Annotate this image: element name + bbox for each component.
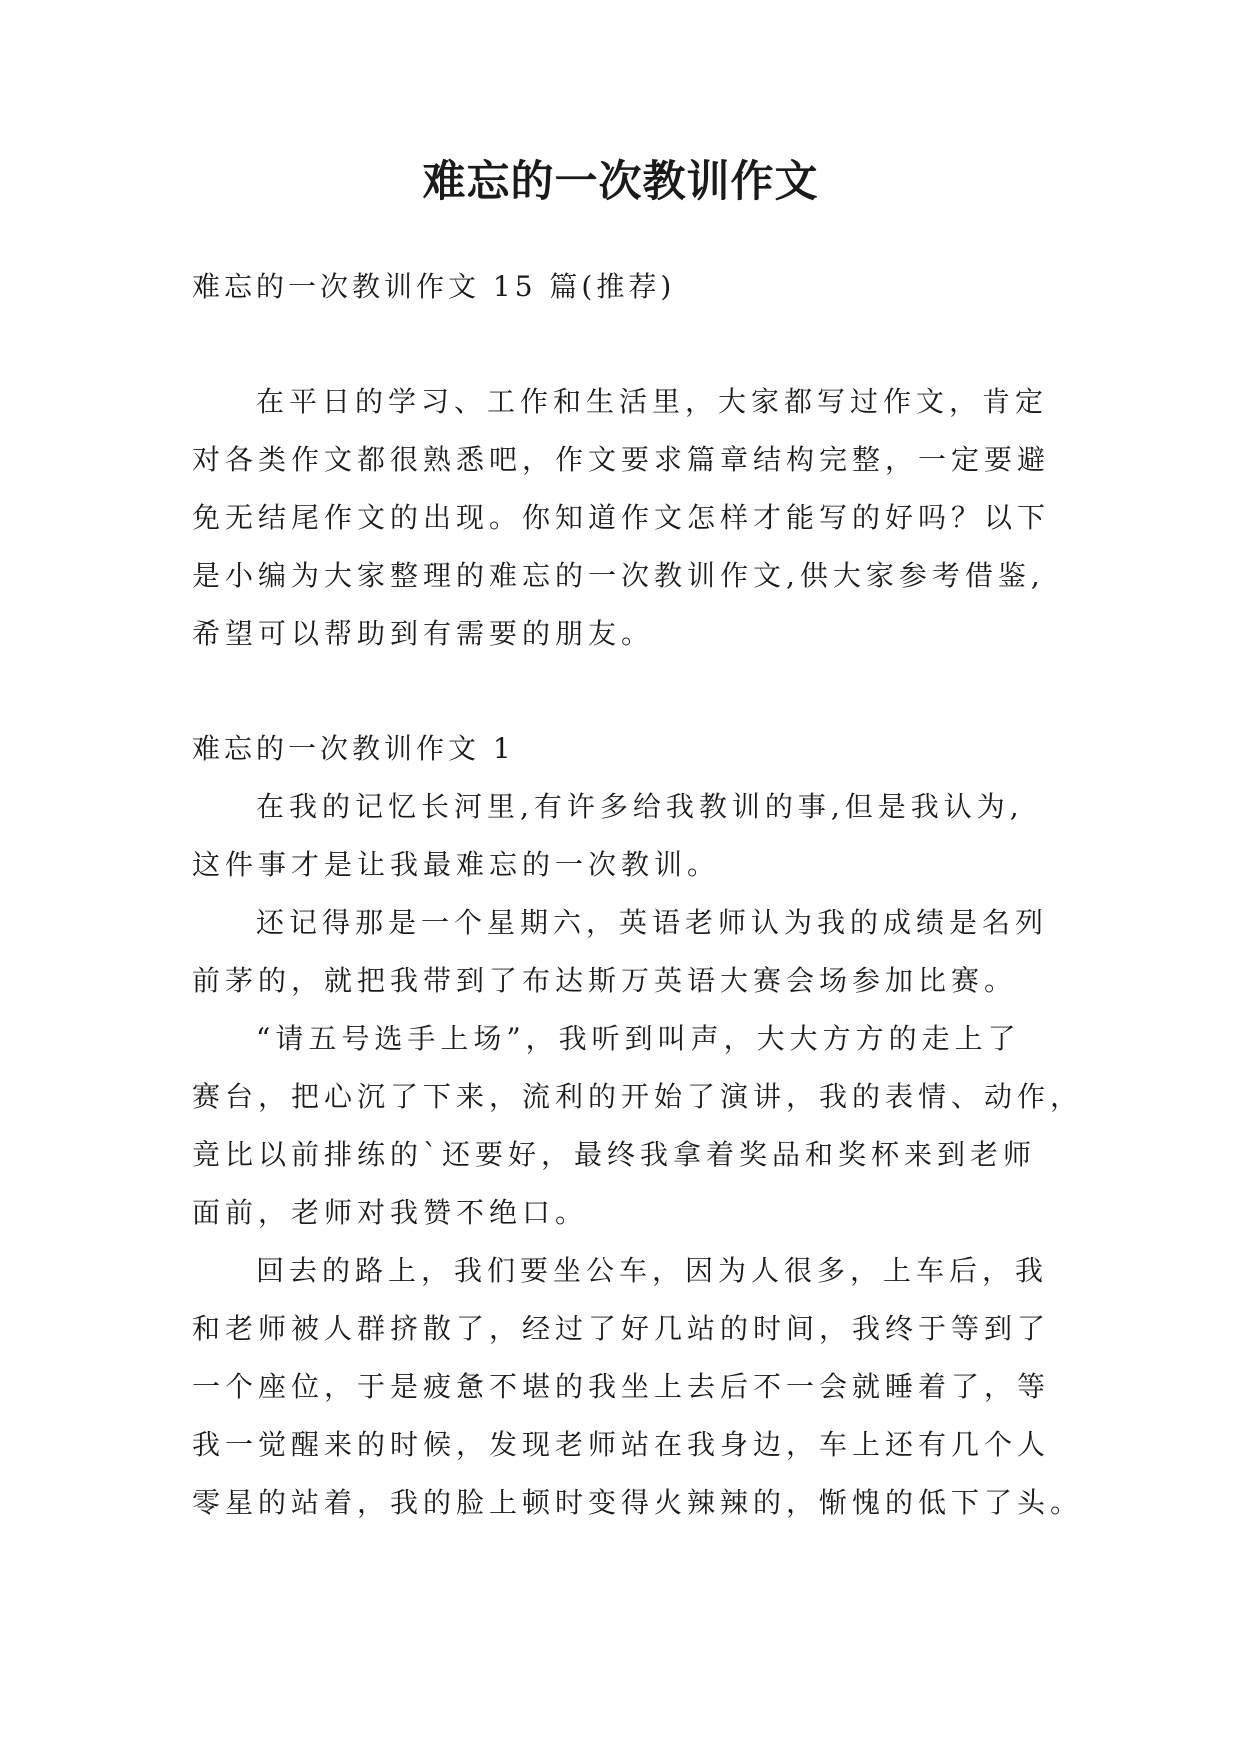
paragraph-line: 面前，老师对我赞不绝口。: [192, 1196, 589, 1229]
section-heading: 难忘的一次教训作文 1: [192, 732, 515, 765]
intro-line: 希望可以帮助到有需要的朋友。: [192, 617, 655, 650]
paragraph-line: 竟比以前排练的`还要好，最终我拿着奖品和奖杯来到老师: [192, 1138, 1037, 1171]
body-paragraph: [192, 1010, 1084, 1242]
paragraph-line: 零星的站着，我的脸上顿时变得火辣辣的，惭愧的低下了头。: [192, 1486, 1084, 1519]
document-subtitle: 难忘的一次教训作文 15 篇(推荐): [192, 270, 676, 303]
body-paragraph: [192, 1242, 1084, 1532]
spacer: [192, 316, 1052, 373]
paragraph-line: 前茅的，就把我带到了布达斯万英语大赛会场参加比赛。: [192, 964, 1018, 997]
intro-line: 对各类作文都很熟悉吧，作文要求篇章结构完整，一定要避: [192, 443, 1051, 476]
paragraph-line: 我一觉醒来的时候，发现老师站在我身边，车上还有几个人: [192, 1428, 1051, 1461]
body-paragraph: [192, 894, 1052, 1010]
intro-line: 是小编为大家整理的难忘的一次教训作文,供大家参考借鉴,: [192, 559, 1045, 592]
body-paragraph: [192, 778, 1052, 894]
paragraph-line: 一个座位，于是疲惫不堪的我坐上去后不一会就睡着了，等: [192, 1370, 1051, 1403]
paragraph-line: 赛台，把心沉了下来，流利的开始了演讲，我的表情、动作，: [192, 1080, 1084, 1113]
intro-line: 免无结尾作文的出现。你知道作文怎样才能写的好吗？以下: [192, 501, 1051, 534]
paragraph-line: 和老师被人群挤散了，经过了好几站的时间，我终于等到了: [192, 1312, 1051, 1345]
document-body: [192, 258, 1084, 1532]
paragraph-line: 回去的路上，我们要坐公车，因为人很多，上车后，我: [256, 1254, 1049, 1287]
paragraph-line: “请五号选手上场”，我听到叫声，大大方方的走上了: [256, 1022, 1021, 1055]
paragraph-line: 还记得那是一个星期六，英语老师认为我的成绩是名列: [256, 906, 1049, 939]
document-title: 难忘的一次教训作文: [422, 157, 819, 207]
spacer: [192, 663, 1052, 720]
intro-paragraph: [192, 373, 1052, 663]
paragraph-line: 这件事才是让我最难忘的一次教训。: [192, 848, 721, 881]
intro-line: 在平日的学习、工作和生活里，大家都写过作文，肯定: [256, 385, 1049, 418]
paragraph-line: 在我的记忆长河里,有许多给我教训的事,但是我认为,: [256, 790, 1024, 823]
